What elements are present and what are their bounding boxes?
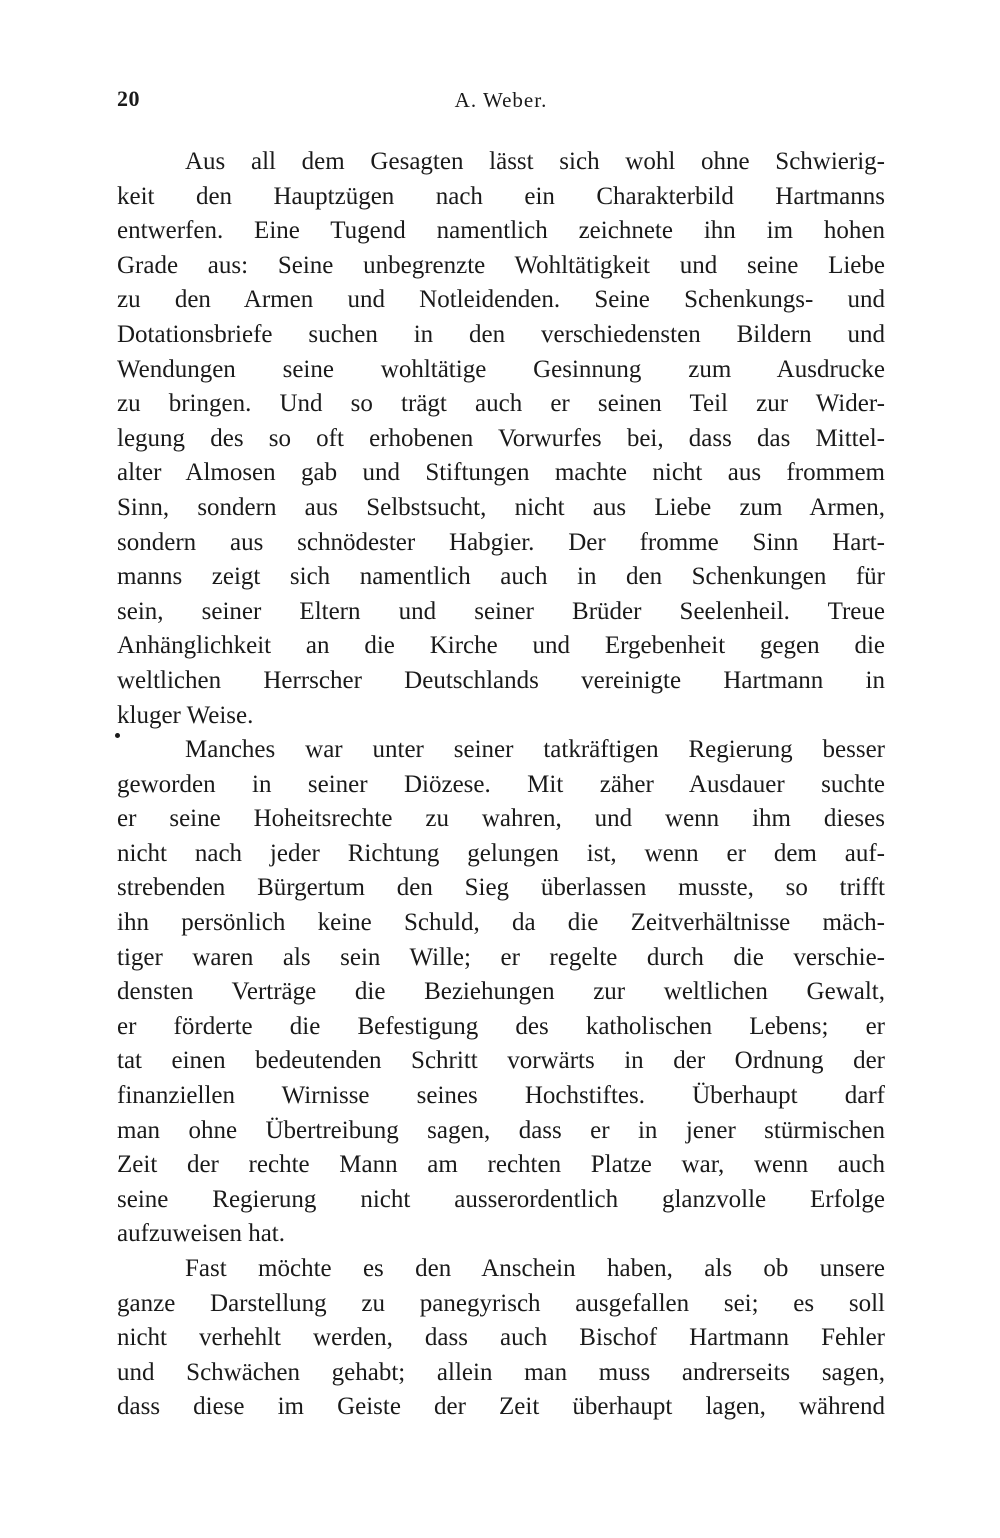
body-text [117,145,885,1425]
text-line: alter Almosen gab und Stiftungen machte nicht aus frommem [117,459,885,487]
text-line: keit den Hauptzügen nach ein Charakterbild Hartmanns [117,182,885,210]
text-line: entwerfen. Eine Tugend namentlich zeichnete ihn im hohen [117,217,885,245]
text-line: densten Verträge die Beziehungen zur weltlichen Gewalt, [117,978,885,1006]
text-line: aufzuweisen hat. [117,1220,285,1248]
text-line: seine Regierung nicht ausserordentlich glanzvolle Erfolge [117,1185,885,1213]
text-line: zu den Armen und Notleidenden. Seine Schenkungs- und [117,286,885,314]
text-line: und Schwächen gehabt; allein man muss andrerseits sagen, [117,1358,885,1386]
text-line: Dotationsbriefe suchen in den verschiedensten Bildern und [117,320,885,348]
text-line: Aus all dem Gesagten lässt sich wohl ohne Schwierig- [185,148,885,175]
text-line: er seine Hoheitsrechte zu wahren, und wenn ihm dieses [117,805,885,833]
text-line: man ohne Übertreibung sagen, dass er in jener stürmischen [117,1116,885,1144]
text-line: sein, seiner Eltern und seiner Brüder Seelenheil. Treue [117,597,885,625]
text-line: strebenden Bürgertum den Sieg überlassen musste, so trifft [117,874,885,902]
text-line: Manches war unter seiner tatkräftigen Regierung besser [185,736,885,764]
page-header [117,86,885,116]
text-line: Anhänglichkeit an die Kirche und Ergebenheit gegen die [117,632,885,660]
text-line: weltlichen Herrscher Deutschlands vereinigte Hartmann in [117,666,885,694]
paragraph [117,145,885,733]
text-line: nicht verhehlt werden, dass auch Bischof Hartmann Fehler [117,1324,885,1352]
text-line: sondern aus schnödester Habgier. Der fromme Sinn Hart- [117,528,885,556]
text-line: dass diese im Geiste der Zeit überhaupt lagen, während [117,1393,885,1421]
text-line: legung des so oft erhobenen Vorwurfes bei, dass das Mittel- [117,424,885,452]
text-line: nicht nach jeder Richtung gelungen ist, wenn er dem auf- [117,839,885,867]
text-line: manns zeigt sich namentlich auch in den Schenkungen für [117,563,885,591]
paragraph [117,1252,885,1425]
paragraph [117,733,885,1252]
text-line: Sinn, sondern aus Selbstsucht, nicht aus Liebe zum Armen, [117,493,885,521]
text-line: kluger Weise. [117,701,254,729]
text-line: ganze Darstellung zu panegyrisch ausgefallen sei; es soll [117,1289,885,1317]
text-line: Zeit der rechte Mann am rechten Platze war, wenn auch [117,1151,885,1179]
text-line: Grade aus: Seine unbegrenzte Wohltätigkeit und seine Liebe [117,251,885,279]
text-line: finanziellen Wirnisse seines Hochstiftes. Überhaupt darf [117,1082,885,1110]
text-line: geworden in seiner Diözese. Mit zäher Ausdauer suchte [117,770,885,798]
text-line: zu bringen. Und so trägt auch er seinen Teil zur Wider- [117,390,885,418]
text-line: Fast möchte es den Anschein haben, als ob unsere [185,1255,885,1282]
page-number: 20 [117,86,140,111]
ink-dot [115,733,120,738]
text-line: tat einen bedeutenden Schritt vorwärts in der Ordnung der [117,1047,885,1075]
running-head: A. Weber. [454,88,548,112]
text-line: Wendungen seine wohltätige Gesinnung zum Ausdrucke [117,355,885,383]
text-line: tiger waren als sein Wille; er regelte durch die verschie- [117,943,885,971]
text-line: er förderte die Befestigung des katholischen Lebens; er [117,1012,885,1040]
text-line: ihn persönlich keine Schuld, da die Zeitverhältnisse mäch- [117,909,885,937]
